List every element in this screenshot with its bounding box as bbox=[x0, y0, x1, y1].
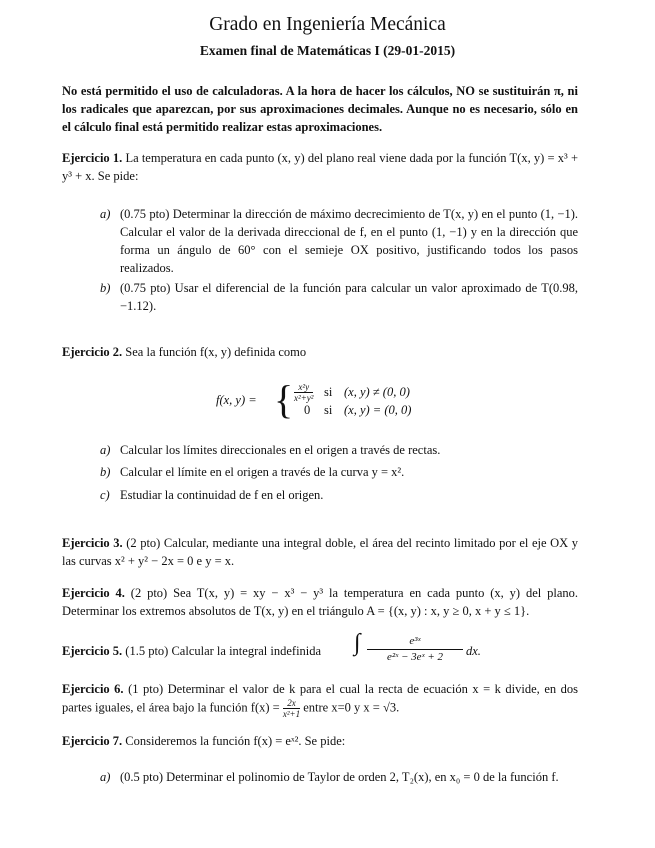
integral-numerator: e³ˣ bbox=[367, 634, 463, 650]
exercise-5-heading: Ejercicio 5. bbox=[62, 644, 123, 658]
exercise-7-heading: Ejercicio 7. bbox=[62, 734, 123, 748]
exercise-2-part-b bbox=[100, 463, 578, 481]
integral-denominator: e²ˣ − 3eˣ + 2 bbox=[386, 651, 444, 663]
page-title: Grado en Ingeniería Mecánica bbox=[209, 14, 446, 35]
exercise-6-fraction: $\frac{2x}{\text{x²+1}}$ bbox=[282, 698, 301, 719]
integral-sign: ∫ bbox=[354, 630, 361, 656]
exercise-2-part-b-text: Calcular el límite en el origen a través de la curva y = x². bbox=[120, 465, 405, 479]
part-label: b) bbox=[100, 281, 111, 295]
case-1-si: si bbox=[324, 385, 333, 399]
exercise-2-part-c bbox=[100, 486, 578, 504]
exercise-6-text-1: (1 pto) Determinar el valor de k para el cual la recta de ecuación x = k divide, en dos partes iguales, el área bajo la función f(x) = bbox=[62, 682, 578, 715]
exercise-1-part-b-text: (0.75 pto) Usar el diferencial de la función para calcular un valor aproximado de T(0.98, −1.12). bbox=[120, 281, 578, 313]
exercise-1-part-b bbox=[100, 279, 578, 315]
function-lhs: f(x, y) = bbox=[216, 393, 257, 407]
exercise-1-part-a bbox=[100, 205, 578, 277]
exercise-2-part-a bbox=[100, 441, 578, 459]
exercise-3 bbox=[62, 534, 578, 570]
exercise-2-part-c-text: Estudiar la continuidad de f en el origen. bbox=[120, 488, 324, 502]
exercise-3-heading: Ejercicio 3. bbox=[62, 536, 123, 550]
case-1-fraction: $\frac{\text{x²y}}{\text{x²+y²}}$ bbox=[294, 382, 314, 403]
part-label: b) bbox=[100, 465, 111, 479]
case-2-si: si bbox=[324, 403, 333, 417]
case-2-value: 0 bbox=[304, 403, 311, 417]
integral-fraction bbox=[367, 634, 463, 665]
exercise-6-text-2: entre x=0 y x = √3. bbox=[303, 700, 400, 715]
part-label: c) bbox=[100, 488, 110, 502]
integral-differential: dx. bbox=[466, 644, 481, 658]
exercise-1-part-a-text: (0.75 pto) Determinar la dirección de máximo decrecimiento de T(x, y) en el punto (1, −1). Calcular el valor de la derivada direccional de f, en el punto (1, −1) y en la dirección que forma un ángulo de 60° con el semieje OX positivo, justificando todos los pasos realizados. bbox=[120, 207, 578, 275]
part-label: a) bbox=[100, 207, 111, 221]
instructions: No está permitido el uso de calculadoras. A la hora de hacer los cálculos, NO se sustituirán π, ni los radicales que aparezcan, por sus aproximaciones decimales. Aunque no es necesario, sólo en el cálculo final está permitido realizar estas aproximaciones. bbox=[62, 84, 578, 134]
exercise-5-text: (1.5 pto) Calcular la integral indefinida bbox=[125, 644, 322, 658]
case-2-condition: (x, y) = (0, 0) bbox=[344, 403, 412, 417]
exercise-7 bbox=[62, 732, 578, 750]
exercise-6-heading: Ejercicio 6. bbox=[62, 682, 124, 696]
exercise-4 bbox=[62, 584, 578, 620]
exercise-3-text: (2 pto) Calcular, mediante una integral doble, el área del recinto limitado por el eje OX y las curvas x² + y² − 2x = 0 e y = x. bbox=[62, 536, 578, 568]
exercise-1-text: La temperatura en cada punto (x, y) del plano real viene dada por la función T(x, y) = x³ + y³ + x. Se pide: bbox=[62, 151, 579, 183]
exercise-4-heading: Ejercicio 4. bbox=[62, 586, 125, 600]
left-brace: { bbox=[274, 377, 294, 422]
exercise-7-part-a bbox=[100, 768, 578, 786]
exercise-2-part-a-text: Calcular los límites direccionales en el origen a través de rectas. bbox=[120, 443, 441, 457]
exercise-2-heading: Ejercicio 2. bbox=[62, 345, 123, 359]
exercise-4-text: (2 pto) Sea T(x, y) = xy − x³ − y³ la temperatura en cada punto (x, y) del plano. Determinar los extremos absolutos de T(x, y) en el triángulo A = {(x, y) : x, y ≥ 0, x + y ≤ 1}. bbox=[62, 586, 578, 618]
exercise-2 bbox=[62, 343, 578, 361]
part-label: a) bbox=[100, 770, 111, 784]
part-label: a) bbox=[100, 443, 111, 457]
exercise-7-text: Consideremos la función f(x) = eˣ². Se pide: bbox=[125, 734, 346, 748]
case-1-condition: (x, y) ≠ (0, 0) bbox=[344, 385, 410, 399]
exercise-1 bbox=[62, 149, 578, 185]
exercise-2-text: Sea la función f(x, y) definida como bbox=[125, 345, 307, 359]
page-subtitle: Examen final de Matemáticas I (29-01-2015) bbox=[199, 43, 456, 58]
exercise-6 bbox=[62, 680, 578, 719]
exercise-7-part-a-text: (0.5 pto) Determinar el polinomio de Taylor de orden 2, T₂(x), en x₀ = 0 de la función f. bbox=[120, 770, 559, 784]
exercise-1-heading: Ejercicio 1. bbox=[62, 151, 123, 165]
piecewise-function bbox=[216, 377, 456, 422]
exercise-5 bbox=[62, 630, 578, 668]
